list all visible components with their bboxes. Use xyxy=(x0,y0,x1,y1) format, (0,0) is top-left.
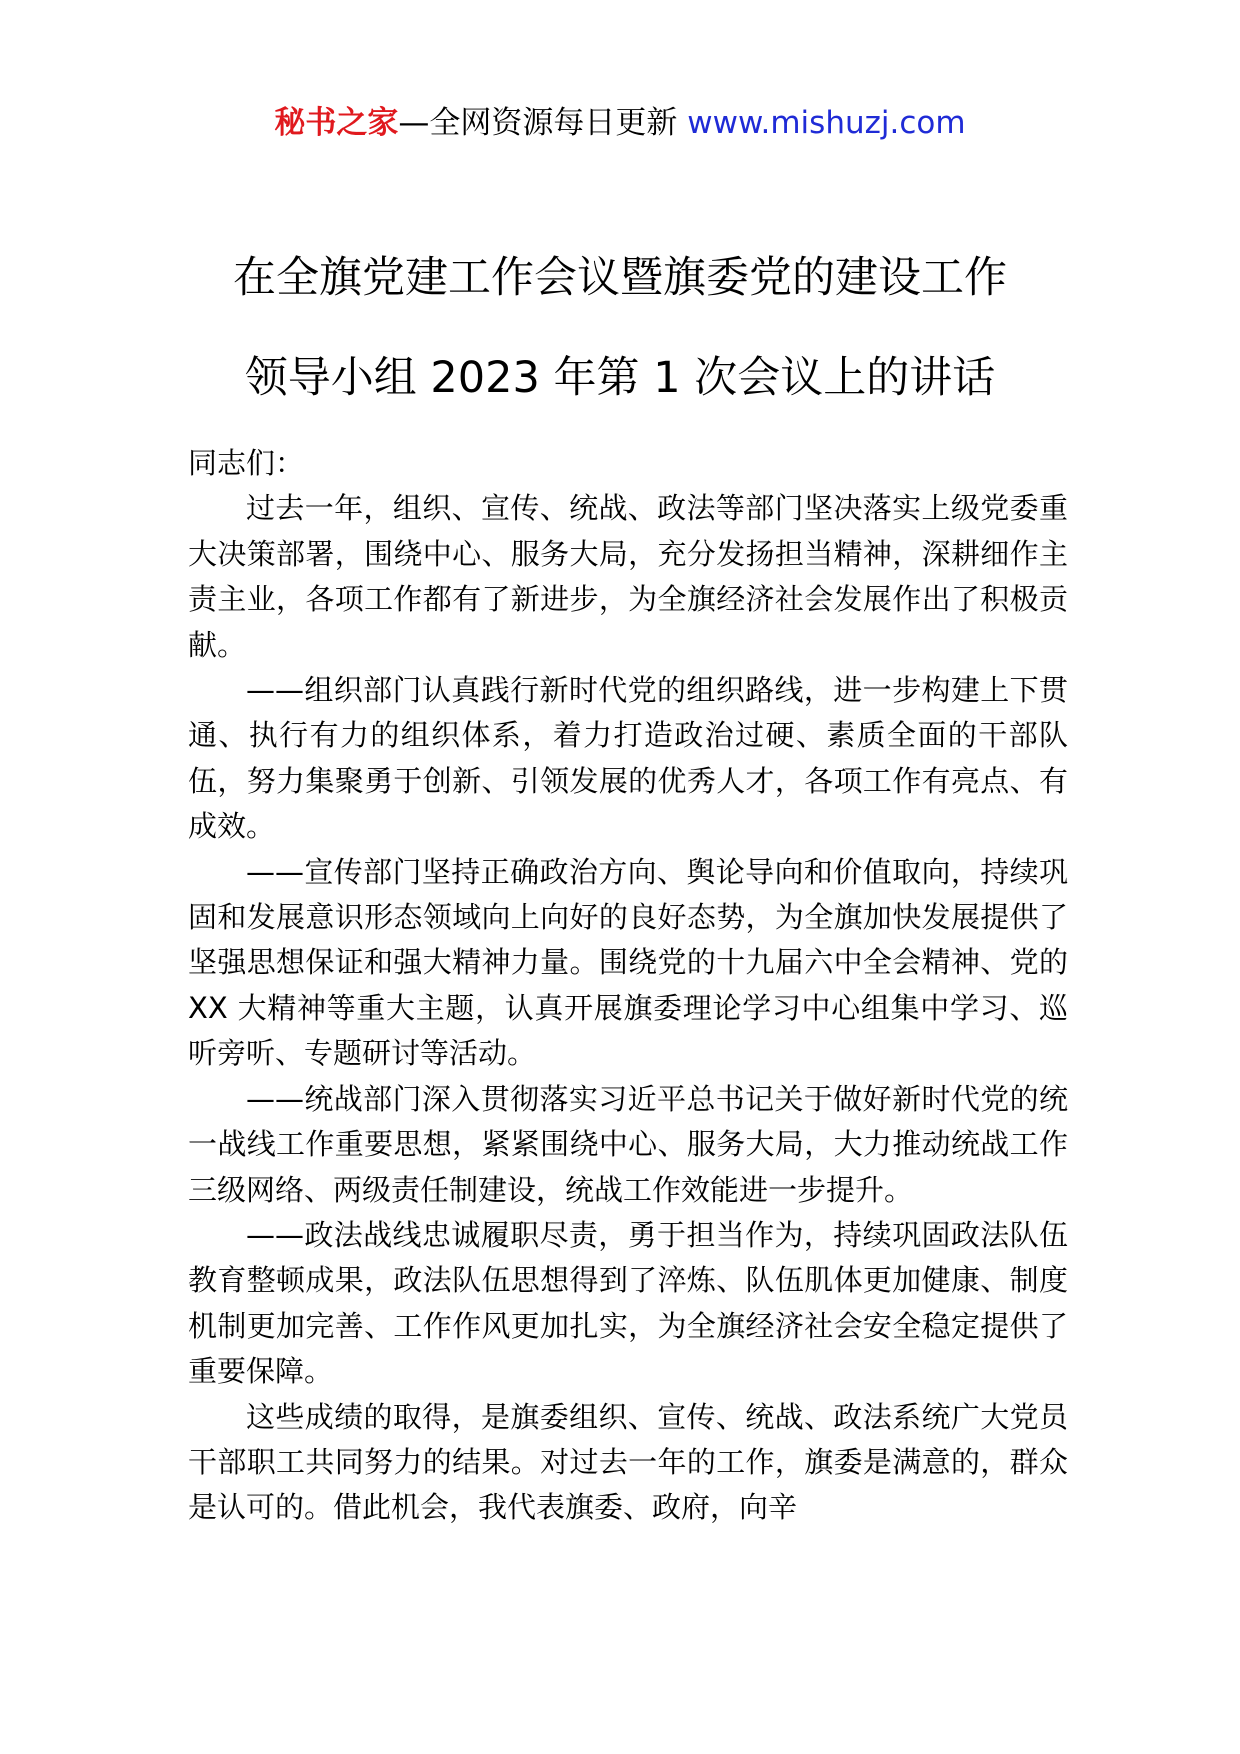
paragraph-political-legal: ——政法战线忠诚履职尽责，勇于担当作为，持续巩固政法队伍教育整顿成果，政法队伍思想得到了淬炼、队伍肌体更加健康、制度机制更加完善、工作作风更加扎实，为全旗经济社会安全稳定提供了重要保障。 xyxy=(188,1217,1068,1389)
paragraph-united-front: ——统战部门深入贯彻落实习近平总书记关于做好新时代党的统一战线工作重要思想，紧紧围绕中心、服务大局，大力推动统战工作三级网络、两级责任制建设，统战工作效能进一步提升。 xyxy=(188,1081,1068,1207)
site-header xyxy=(0,98,1240,148)
document-title-line-2: 领导小组 2023 年第 1 次会议上的讲话 xyxy=(244,353,996,403)
document-body xyxy=(188,441,1068,1531)
paragraph-intro: 过去一年，组织、宣传、统战、政法等部门坚决落实上级党委重大决策部署，围绕中心、服务大局，充分发扬担当精神，深耕细作主责主业，各项工作都有了新进步，为全旗经济社会发展作出了积极贡献。 xyxy=(188,491,1068,662)
paragraph-organization: ——组织部门认真践行新时代党的组织路线，进一步构建上下贯通、执行有力的组织体系，着力打造政治过硬、素质全面的干部队伍，努力集聚勇于创新、引领发展的优秀人才，各项工作有亮点、有成效。 xyxy=(188,673,1068,844)
document-title xyxy=(0,228,1240,428)
site-brand: 秘书之家 xyxy=(274,105,399,141)
site-tagline: —全网资源每日更新 xyxy=(398,105,678,141)
document-title-line-1: 在全旗党建工作会议暨旗委党的建设工作 xyxy=(233,253,1007,303)
paragraph-achievements: 这些成绩的取得，是旗委组织、宣传、统战、政法系统广大党员干部职工共同努力的结果。对过去一年的工作，旗委是满意的，群众是认可的。借此机会，我代表旗委、政府，向辛 xyxy=(188,1399,1068,1525)
site-url-link[interactable]: www.mishuzj.com xyxy=(687,105,966,141)
salutation: 同志们： xyxy=(188,446,305,480)
paragraph-publicity: ——宣传部门坚持正确政治方向、舆论导向和价值取向，持续巩固和发展意识形态领域向上向好的良好态势，为全旗加快发展提供了坚强思想保证和强大精神力量。围绕党的十九届六中全会精神、党的 XX 大精神等重大主题，认真开展旗委理论学习中心组集中学习、巡听旁听、专题研讨等活动。 xyxy=(188,854,1068,1071)
